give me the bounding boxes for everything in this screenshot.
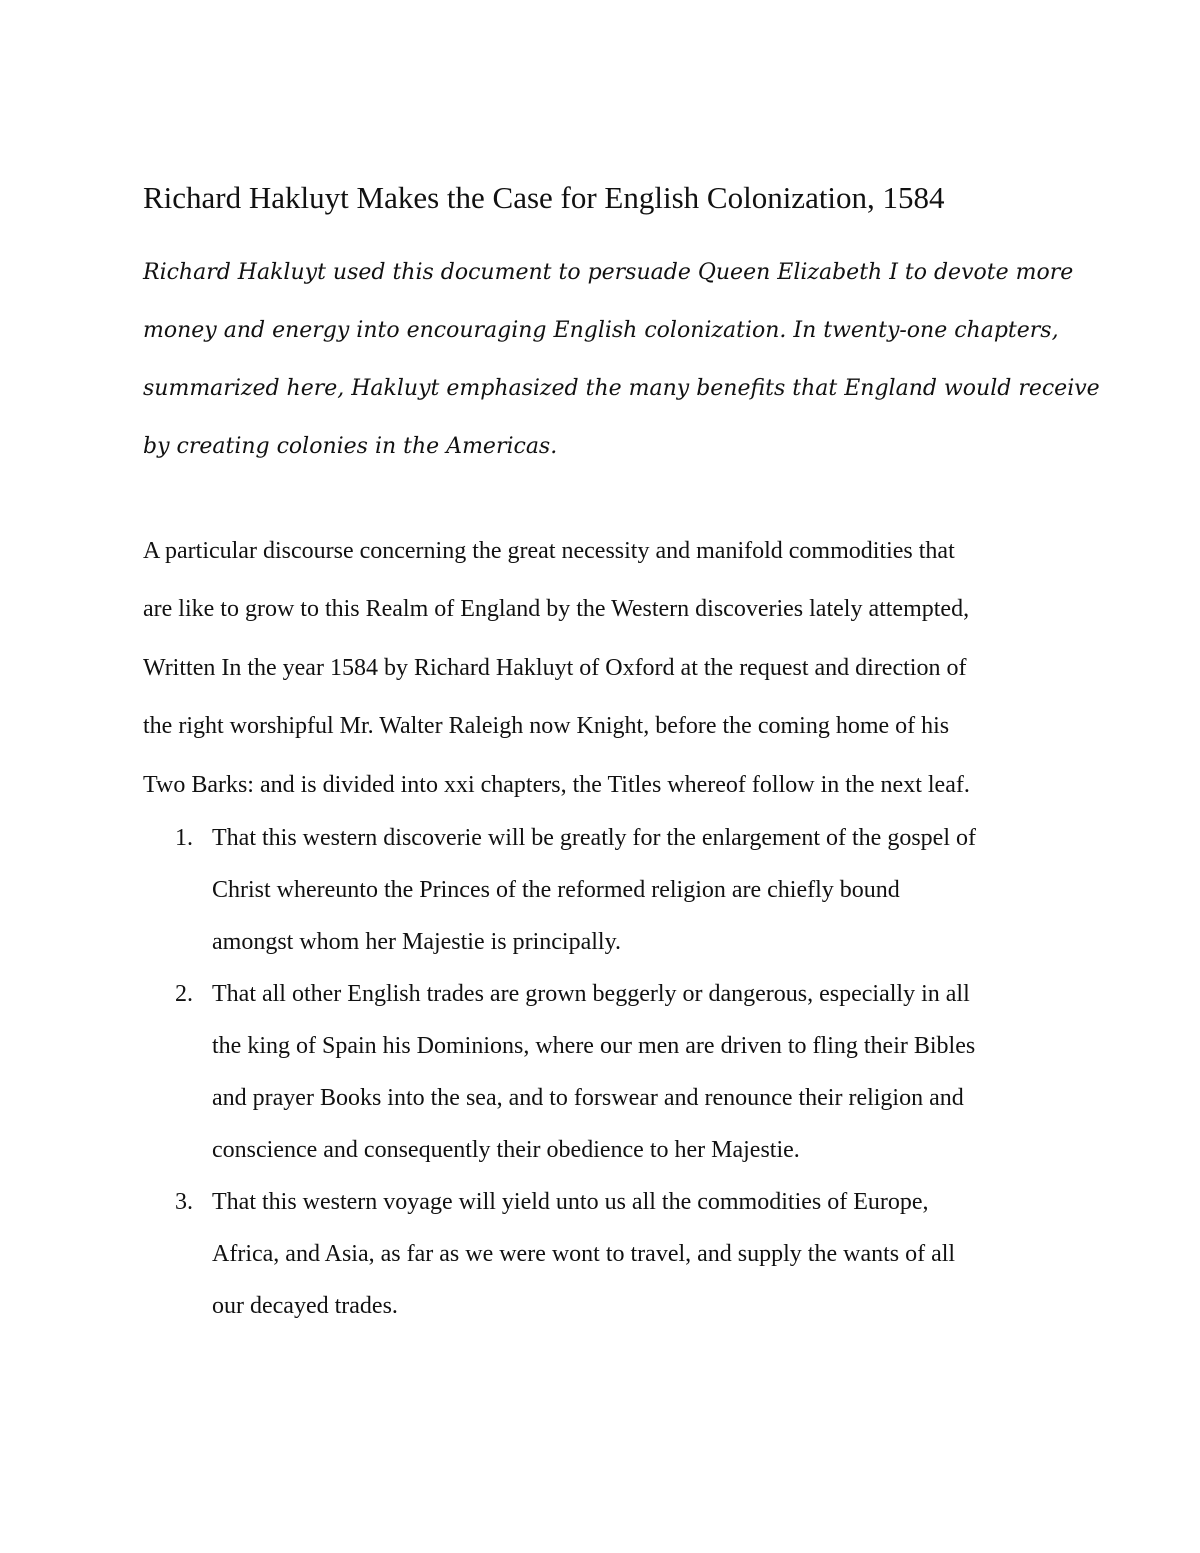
chapter-item: [143, 968, 1083, 1176]
chapter-line: Africa, and Asia, as far as we were wont to travel, and supply the wants of all: [212, 1241, 956, 1267]
discourse-heading: [143, 522, 1083, 814]
document-title: Richard Hakluyt Makes the Case for English Colonization, 1584: [143, 180, 945, 215]
heading-line: Two Barks: and is divided into xxi chapters, the Titles whereof follow in the next leaf.: [143, 771, 970, 798]
intro-line: by creating colonies in the Americas.: [143, 434, 558, 459]
chapter-list: [143, 812, 1083, 1332]
intro-paragraph: [143, 244, 1100, 476]
intro-line: money and energy into encouraging English colonization. In twenty-one chapters,: [143, 318, 1059, 343]
chapter-line: and prayer Books into the sea, and to forswear and renounce their religion and: [212, 1085, 964, 1111]
chapter-item: [143, 812, 1083, 968]
heading-line: Written In the year 1584 by Richard Hakluyt of Oxford at the request and direction of: [143, 654, 967, 681]
chapter-line: That all other English trades are grown beggerly or dangerous, especially in all: [212, 981, 970, 1007]
chapter-line: That this western discoverie will be greatly for the enlargement of the gospel of: [212, 825, 976, 851]
chapter-line: conscience and consequently their obedience to her Majestie.: [212, 1137, 800, 1163]
chapter-line: our decayed trades.: [212, 1293, 398, 1319]
heading-line: are like to grow to this Realm of England by the Western discoveries lately attempted,: [143, 596, 970, 623]
chapter-line: That this western voyage will yield unto us all the commodities of Europe,: [212, 1189, 929, 1215]
intro-line: Richard Hakluyt used this document to persuade Queen Elizabeth I to devote more: [143, 260, 1074, 285]
intro-line: summarized here, Hakluyt emphasized the many benefits that England would receive: [143, 376, 1100, 401]
chapter-line: the king of Spain his Dominions, where our men are driven to fling their Bibles: [212, 1033, 976, 1059]
heading-line: A particular discourse concerning the great necessity and manifold commodities that: [143, 538, 955, 564]
chapter-number: 2.: [175, 981, 193, 1007]
chapter-number: 1.: [175, 825, 193, 851]
chapter-line: amongst whom her Majestie is principally.: [212, 929, 622, 955]
chapter-line: Christ whereunto the Princes of the reformed religion are chiefly bound: [212, 877, 900, 903]
heading-line: the right worshipful Mr. Walter Raleigh now Knight, before the coming home of his: [143, 713, 950, 740]
chapter-number: 3.: [175, 1189, 193, 1215]
chapter-item: [143, 1176, 1083, 1332]
